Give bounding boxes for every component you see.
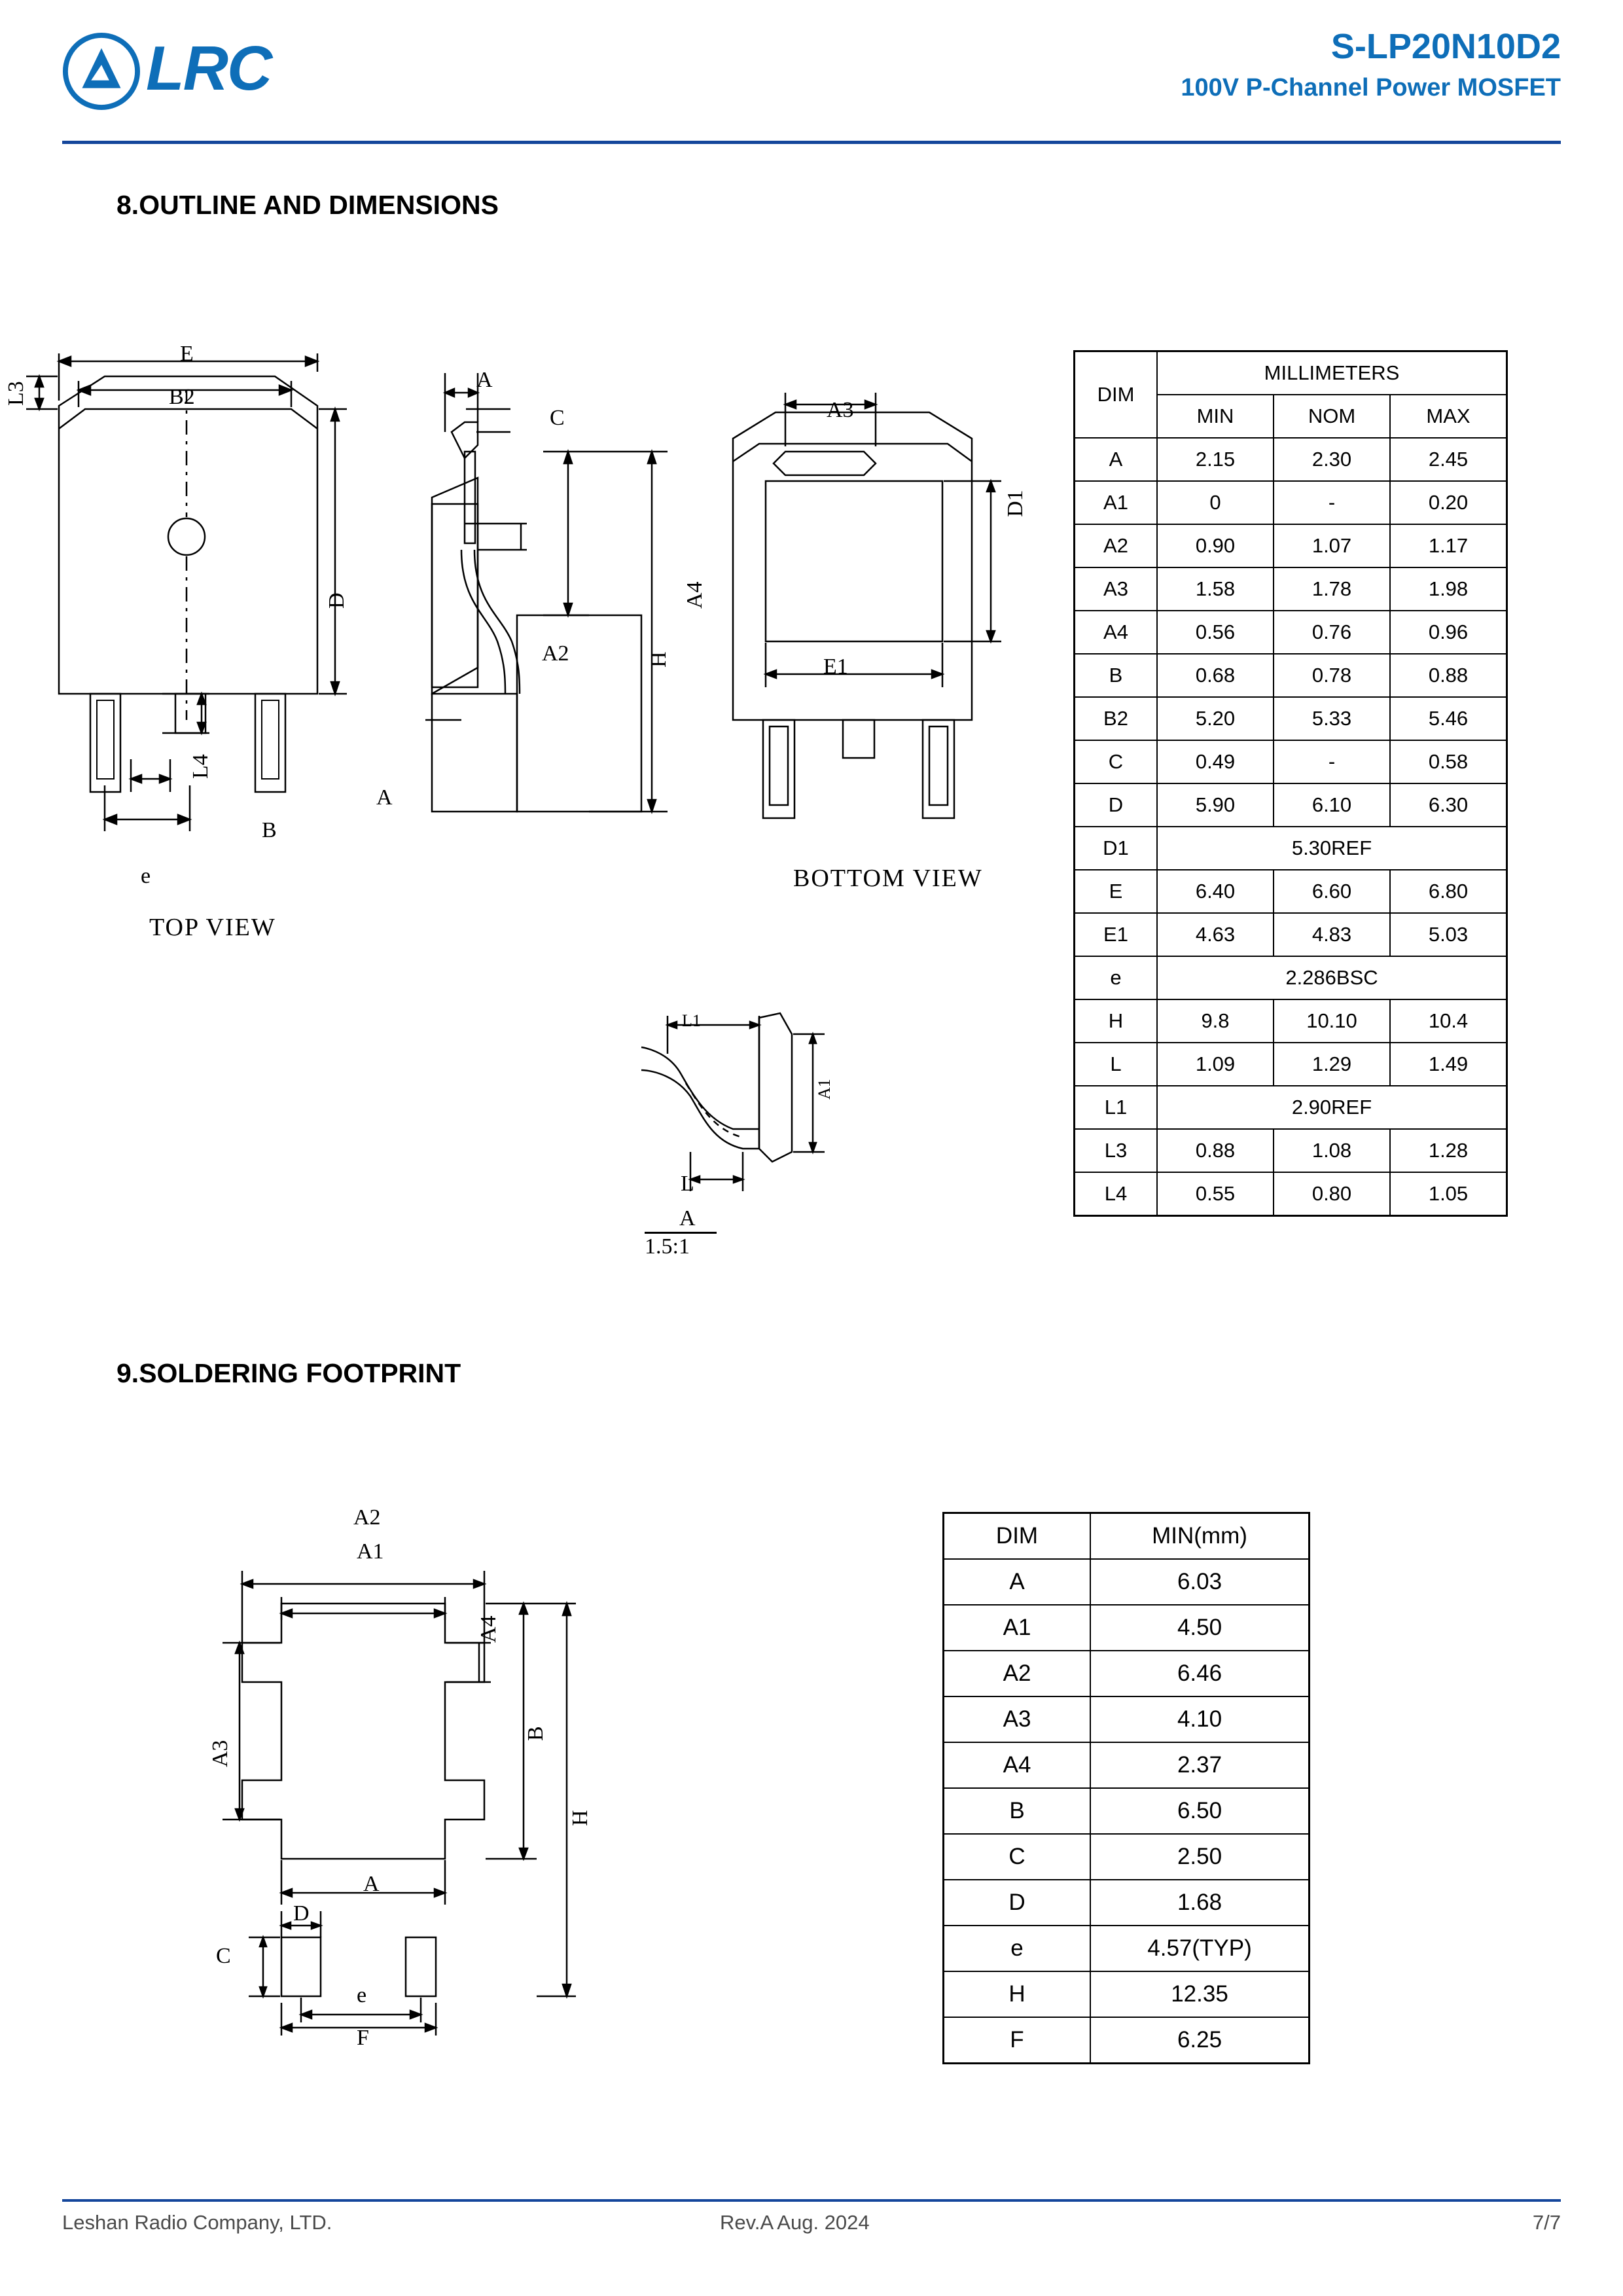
label-fp-A1: A1 bbox=[357, 1539, 384, 1564]
cell-min: 5.90 bbox=[1157, 783, 1274, 827]
table-row bbox=[944, 2017, 1310, 2064]
cell-dim: A4 bbox=[1075, 611, 1158, 654]
cell-span: 2.286BSC bbox=[1157, 956, 1507, 999]
cell-nom: 0.80 bbox=[1274, 1172, 1390, 1216]
label-E: E bbox=[180, 342, 194, 366]
bottom-view-caption: BOTTOM VIEW bbox=[793, 865, 983, 892]
cell-max: 1.49 bbox=[1390, 1043, 1507, 1086]
footprint-drawing bbox=[183, 1479, 641, 2022]
cell-span: 5.30REF bbox=[1157, 827, 1507, 870]
cell-dim: A bbox=[944, 1559, 1091, 1605]
cell-nom: 5.33 bbox=[1274, 697, 1390, 740]
cell-min: 6.40 bbox=[1157, 870, 1274, 913]
cell-min: 1.58 bbox=[1157, 567, 1274, 611]
footer-company: Leshan Radio Company, LTD. bbox=[62, 2211, 332, 2234]
cell-value: 4.57(TYP) bbox=[1090, 1926, 1310, 1971]
cell-dim: B bbox=[944, 1788, 1091, 1834]
table-row bbox=[944, 1742, 1310, 1788]
label-A4: A4 bbox=[683, 581, 707, 609]
cell-dim: B2 bbox=[1075, 697, 1158, 740]
table-row bbox=[1075, 956, 1507, 999]
cell-value: 6.50 bbox=[1090, 1788, 1310, 1834]
cell-dim: L3 bbox=[1075, 1129, 1158, 1172]
label-B2: B2 bbox=[169, 385, 195, 409]
header-dim: DIM bbox=[944, 1513, 1091, 1560]
label-fp-D: D bbox=[293, 1901, 310, 1926]
label-H: H bbox=[647, 651, 671, 668]
cell-nom: 2.30 bbox=[1274, 438, 1390, 481]
top-view-drawing bbox=[13, 327, 380, 916]
side-view-drawing bbox=[393, 353, 700, 851]
cell-nom: 6.60 bbox=[1274, 870, 1390, 913]
cell-value: 6.46 bbox=[1090, 1651, 1310, 1696]
cell-max: 10.4 bbox=[1390, 999, 1507, 1043]
dimensions-table bbox=[1073, 350, 1508, 1217]
lrc-triangle-logo-icon bbox=[62, 33, 141, 110]
cell-dim: L4 bbox=[1075, 1172, 1158, 1216]
cell-dim: A bbox=[1075, 438, 1158, 481]
label-A3: A3 bbox=[827, 398, 854, 422]
cell-dim: A4 bbox=[944, 1742, 1091, 1788]
cell-dim: F bbox=[944, 2017, 1091, 2064]
footer-revision: Rev.A Aug. 2024 bbox=[720, 2211, 870, 2234]
top-view-caption: TOP VIEW bbox=[149, 914, 276, 941]
table-row bbox=[1075, 1129, 1507, 1172]
label-fp-A4: A4 bbox=[476, 1615, 501, 1643]
label-fp-C: C bbox=[216, 1944, 231, 1968]
section-title-footprint: 9.SOLDERING FOOTPRINT bbox=[116, 1358, 461, 1388]
cell-value: 12.35 bbox=[1090, 1971, 1310, 2017]
cell-max: 0.96 bbox=[1390, 611, 1507, 654]
detail-a-drawing bbox=[628, 1001, 838, 1217]
label-L3: L3 bbox=[4, 381, 28, 406]
cell-max: 0.88 bbox=[1390, 654, 1507, 697]
table-header-row bbox=[1075, 351, 1507, 395]
footprint-table bbox=[942, 1512, 1310, 2064]
cell-value: 6.03 bbox=[1090, 1559, 1310, 1605]
cell-dim: A3 bbox=[944, 1696, 1091, 1742]
label-L: L bbox=[681, 1172, 694, 1196]
footer-divider bbox=[62, 2199, 1561, 2202]
cell-dim: A3 bbox=[1075, 567, 1158, 611]
cell-dim: D bbox=[944, 1880, 1091, 1926]
detail-scale: 1.5:1 bbox=[645, 1234, 690, 1259]
header-dim: DIM bbox=[1075, 351, 1158, 439]
cell-min: 0.55 bbox=[1157, 1172, 1274, 1216]
cell-nom: 0.78 bbox=[1274, 654, 1390, 697]
cell-max: 2.45 bbox=[1390, 438, 1507, 481]
table-row bbox=[1075, 438, 1507, 481]
footer-page-number: 7/7 bbox=[1532, 2211, 1561, 2234]
table-row bbox=[1075, 654, 1507, 697]
cell-min: 0.88 bbox=[1157, 1129, 1274, 1172]
table-row bbox=[1075, 999, 1507, 1043]
bottom-view-drawing bbox=[713, 367, 1041, 864]
cell-dim: D1 bbox=[1075, 827, 1158, 870]
table-row bbox=[1075, 524, 1507, 567]
table-row bbox=[944, 1926, 1310, 1971]
table-row bbox=[944, 1788, 1310, 1834]
label-A-side-2: A bbox=[376, 785, 393, 810]
cell-dim: A2 bbox=[1075, 524, 1158, 567]
table-row bbox=[944, 1651, 1310, 1696]
cell-nom: 4.83 bbox=[1274, 913, 1390, 956]
cell-max: 5.03 bbox=[1390, 913, 1507, 956]
cell-nom: 1.78 bbox=[1274, 567, 1390, 611]
table-header-row bbox=[944, 1513, 1310, 1560]
header-divider bbox=[62, 141, 1561, 144]
cell-nom: 1.08 bbox=[1274, 1129, 1390, 1172]
label-E1: E1 bbox=[823, 655, 848, 679]
table-row bbox=[1075, 1086, 1507, 1129]
table-row bbox=[1075, 827, 1507, 870]
cell-max: 6.30 bbox=[1390, 783, 1507, 827]
cell-dim: C bbox=[944, 1834, 1091, 1880]
cell-dim: e bbox=[1075, 956, 1158, 999]
label-L4: L4 bbox=[188, 754, 213, 779]
table-row bbox=[944, 1696, 1310, 1742]
table-row bbox=[1075, 567, 1507, 611]
page-header bbox=[0, 0, 1623, 141]
header-nom: NOM bbox=[1274, 395, 1390, 438]
table-row bbox=[1075, 1172, 1507, 1216]
cell-max: 1.17 bbox=[1390, 524, 1507, 567]
section-title-outline: 8.OUTLINE AND DIMENSIONS bbox=[116, 190, 499, 220]
table-row bbox=[1075, 783, 1507, 827]
table-row bbox=[1075, 913, 1507, 956]
cell-min: 1.09 bbox=[1157, 1043, 1274, 1086]
cell-nom: 10.10 bbox=[1274, 999, 1390, 1043]
cell-value: 6.25 bbox=[1090, 2017, 1310, 2064]
cell-dim: A1 bbox=[944, 1605, 1091, 1651]
cell-dim: L1 bbox=[1075, 1086, 1158, 1129]
cell-nom: 1.29 bbox=[1274, 1043, 1390, 1086]
cell-nom: 0.76 bbox=[1274, 611, 1390, 654]
cell-max: 0.20 bbox=[1390, 481, 1507, 524]
cell-min: 0.90 bbox=[1157, 524, 1274, 567]
table-row bbox=[1075, 611, 1507, 654]
cell-dim: H bbox=[1075, 999, 1158, 1043]
cell-max: 5.46 bbox=[1390, 697, 1507, 740]
label-fp-A3: A3 bbox=[208, 1740, 232, 1767]
table-row bbox=[944, 1971, 1310, 2017]
header-min: MIN bbox=[1157, 395, 1274, 438]
table-row bbox=[1075, 697, 1507, 740]
cell-min: 0 bbox=[1157, 481, 1274, 524]
cell-nom: 1.07 bbox=[1274, 524, 1390, 567]
footprint-F-dim bbox=[183, 2003, 641, 2055]
detail-rule bbox=[645, 1232, 717, 1234]
cell-dim: D bbox=[1075, 783, 1158, 827]
cell-nom: - bbox=[1274, 481, 1390, 524]
label-fp-H: H bbox=[568, 1810, 592, 1826]
cell-max: 6.80 bbox=[1390, 870, 1507, 913]
label-A-side: A bbox=[476, 368, 493, 392]
label-L1: L1 bbox=[682, 1011, 701, 1030]
label-A1: A1 bbox=[815, 1079, 834, 1100]
cell-value: 2.50 bbox=[1090, 1834, 1310, 1880]
label-A2: A2 bbox=[542, 641, 569, 666]
table-row bbox=[944, 1834, 1310, 1880]
cell-min: 0.49 bbox=[1157, 740, 1274, 783]
table-row bbox=[944, 1559, 1310, 1605]
header-units: MILLIMETERS bbox=[1157, 351, 1507, 395]
cell-value: 4.10 bbox=[1090, 1696, 1310, 1742]
cell-max: 0.58 bbox=[1390, 740, 1507, 783]
label-fp-e: e bbox=[357, 1983, 367, 2007]
cell-dim: A1 bbox=[1075, 481, 1158, 524]
cell-dim: e bbox=[944, 1926, 1091, 1971]
cell-dim: L bbox=[1075, 1043, 1158, 1086]
label-B-top: B bbox=[262, 818, 277, 842]
header-min-mm: MIN(mm) bbox=[1090, 1513, 1310, 1560]
cell-dim: A2 bbox=[944, 1651, 1091, 1696]
part-number-title: S-LP20N10D2 bbox=[1330, 27, 1561, 66]
company-logo bbox=[62, 26, 344, 108]
cell-span: 2.90REF bbox=[1157, 1086, 1507, 1129]
logo-wordmark: LRC bbox=[146, 33, 272, 103]
cell-min: 5.20 bbox=[1157, 697, 1274, 740]
cell-value: 2.37 bbox=[1090, 1742, 1310, 1788]
label-fp-F: F bbox=[357, 2026, 369, 2050]
table-row bbox=[944, 1880, 1310, 1926]
label-D1: D1 bbox=[1003, 490, 1027, 517]
label-C: C bbox=[550, 406, 565, 430]
table-row bbox=[1075, 1043, 1507, 1086]
cell-dim: H bbox=[944, 1971, 1091, 2017]
cell-dim: E bbox=[1075, 870, 1158, 913]
cell-min: 0.68 bbox=[1157, 654, 1274, 697]
label-fp-A: A bbox=[363, 1872, 380, 1896]
header-max: MAX bbox=[1390, 395, 1507, 438]
cell-max: 1.05 bbox=[1390, 1172, 1507, 1216]
label-e-top: e bbox=[141, 864, 151, 888]
cell-value: 1.68 bbox=[1090, 1880, 1310, 1926]
detail-letter: A bbox=[679, 1206, 696, 1230]
table-row bbox=[1075, 870, 1507, 913]
cell-dim: B bbox=[1075, 654, 1158, 697]
cell-max: 1.98 bbox=[1390, 567, 1507, 611]
label-D: D bbox=[325, 592, 349, 609]
table-row bbox=[1075, 740, 1507, 783]
cell-min: 0.56 bbox=[1157, 611, 1274, 654]
cell-dim: E1 bbox=[1075, 913, 1158, 956]
cell-min: 9.8 bbox=[1157, 999, 1274, 1043]
label-fp-B: B bbox=[524, 1726, 548, 1741]
cell-nom: 6.10 bbox=[1274, 783, 1390, 827]
cell-value: 4.50 bbox=[1090, 1605, 1310, 1651]
cell-min: 4.63 bbox=[1157, 913, 1274, 956]
table-row bbox=[1075, 481, 1507, 524]
cell-nom: - bbox=[1274, 740, 1390, 783]
part-subtitle: 100V P-Channel Power MOSFET bbox=[1181, 74, 1561, 101]
label-fp-A2: A2 bbox=[353, 1505, 381, 1530]
cell-max: 1.28 bbox=[1390, 1129, 1507, 1172]
table-row bbox=[944, 1605, 1310, 1651]
cell-min: 2.15 bbox=[1157, 438, 1274, 481]
cell-dim: C bbox=[1075, 740, 1158, 783]
